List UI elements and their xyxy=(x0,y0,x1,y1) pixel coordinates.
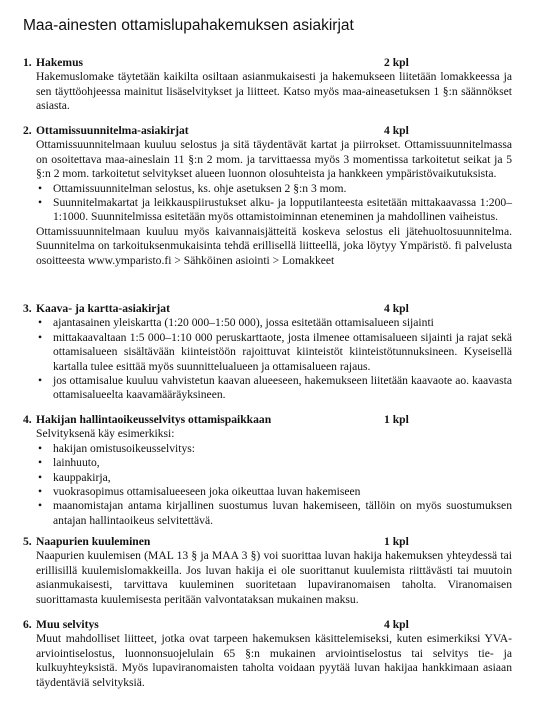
section-number: 5. xyxy=(23,535,32,548)
section-heading: Ottamissuunnitelma-asiakirjat xyxy=(36,124,189,137)
bullet-icon: • xyxy=(38,316,43,330)
section-paragraph: Selvityksenä käy esimerkiksi: xyxy=(36,427,175,441)
section-count: 1 kpl xyxy=(384,535,409,548)
bullet-icon: • xyxy=(38,181,43,195)
section-number: 3. xyxy=(23,302,32,315)
bullet-text: Suunnitelmakartat ja leikkauspiirustukset alku- ja lopputilanteesta esitetään mittakaavassa 1:200–1:1000. Suunnitelmissa esitetään myös ottamistoiminnan eteneminen ja mahdollinen vaiheistus. xyxy=(53,196,512,224)
section-5 xyxy=(23,535,523,607)
section-paragraph: Naapurien kuulemisen (MAL 13 § ja MAA 3 §) voi suorittaa luvan hakija hakemuksen yhteydessä tai erillisillä kuulemislomakkeilla. Jos luvan hakija ei ole suorittanut kuulemista riittävästi tai muutoin asianmukaisesti, tarvittava kuuleminen suoritetaan lupaviranomaisen taholta. Viranomaisen suorittamasta kuulemisesta peritään valvontataksan mukainen maksu. xyxy=(36,549,512,606)
bullet-item xyxy=(36,331,512,374)
section-2 xyxy=(23,124,523,268)
bullet-text: hakijan omistusoikeusselvitys: xyxy=(53,441,196,455)
section-count: 1 kpl xyxy=(384,413,409,426)
section-paragraph: Ottamissuunnitelmaan kuuluu selostus ja sitä täydentävät kartat ja piirrokset. Ottamissuunnitelmassa on osoitettava maa-aineslain 11 §:n 2 mom. ja tarvittaessa myös 3 momentissa tarkoitetut seikat ja 5 §:n 2 mom. tarkoitetut selvitykset alueen luonnon olosuhteista ja hankkeen ympäristövaikutuksista. xyxy=(36,138,512,181)
section-6 xyxy=(23,618,523,690)
section-heading: Kaava- ja kartta-asiakirjat xyxy=(36,302,170,315)
section-count: 4 kpl xyxy=(384,302,409,315)
section-body xyxy=(23,316,512,402)
bullet-icon: • xyxy=(38,499,43,513)
section-heading-row xyxy=(23,618,523,632)
bullet-text: jos ottamisalue kuuluu vahvistetun kaavan alueeseen, hakemukseen liitetään kaavaote ao. kaavasta ottamisalueelta kaavamääräyksineen. xyxy=(53,374,512,402)
section-heading-row xyxy=(23,56,523,70)
section-number: 6. xyxy=(23,618,32,631)
bullet-text: kauppakirja, xyxy=(53,470,111,484)
bullet-item xyxy=(36,374,512,403)
bullet-icon: • xyxy=(38,374,43,388)
section-body xyxy=(23,549,512,607)
bullet-item xyxy=(36,471,512,485)
section-count: 4 kpl xyxy=(384,124,409,137)
bullet-item xyxy=(36,456,512,470)
bullet-text: Ottamissuunnitelman selostus, ks. ohje asetuksen 2 §:n 3 mom. xyxy=(53,181,347,195)
section-paragraph-after: Ottamissuunnitelmaan kuuluu myös kaivannaisjätteitä koskeva selostus eli jätehuoltosuunnitelma. Suunnitelma on tarkoituksenmukaisinta tehdä erillisellä liitteellä, joka löytyy Ympäristö. fi palvelusta osoitteesta www.ymparisto.fi > Sähköinen asiointi > Lomakkeet xyxy=(36,224,512,267)
page-title: Maa-ainesten ottamislupahakemuksen asiakirjat xyxy=(23,17,354,34)
section-heading-row xyxy=(23,302,523,316)
section-paragraph: Muut mahdolliset liitteet, jotka ovat tarpeen hakemuksen käsittelemiseksi, kuten esimerkiksi YVA-arviointiselostus, luonnonsuojelulain 65 §:n mukainen arviointiselostus tai selvitys tie- ja kulkuyhteyksistä. Myös lupaviranomaisten taholta voidaan pyytää luvan hakijaa hankkimaan asiaan täydentäviä selvityksiä. xyxy=(36,632,512,689)
section-number: 2. xyxy=(23,124,32,137)
bullet-item xyxy=(36,196,512,225)
section-4 xyxy=(23,413,523,528)
section-heading-row xyxy=(23,535,523,549)
section-paragraph: Hakemuslomake täytetään kaikilta osiltaan asianmukaisesti ja hakemukseen liitetään lomakkeessa ja sen täyttöohjeessa mainitut lisäselvitykset ja liitteet. Katso myös maa-aineasetuksen 1 §:n säännökset asiasta. xyxy=(36,70,512,113)
bullet-text: vuokrasopimus ottamisalueeseen joka oikeuttaa luvan hakemiseen xyxy=(53,485,361,499)
bullet-item xyxy=(36,182,512,196)
bullet-item xyxy=(36,442,512,456)
bullet-item xyxy=(36,499,512,528)
section-number: 1. xyxy=(23,56,32,69)
section-heading-row xyxy=(23,124,523,138)
bullet-item xyxy=(36,485,512,499)
bullet-icon: • xyxy=(38,485,43,499)
section-count: 4 kpl xyxy=(384,618,409,631)
bullet-icon: • xyxy=(38,470,43,484)
section-heading: Hakijan hallintaoikeusselvitys ottamispaikkaan xyxy=(36,413,272,426)
section-heading: Naapurien kuuleminen xyxy=(36,535,151,548)
section-body xyxy=(23,70,512,113)
bullet-icon: • xyxy=(38,330,43,344)
bullet-item xyxy=(36,316,512,330)
bullet-text: lainhuuto, xyxy=(53,456,100,470)
section-heading: Muu selvitys xyxy=(36,618,99,631)
section-heading: Hakemus xyxy=(36,56,84,69)
bullet-list xyxy=(36,442,512,528)
section-heading-row xyxy=(23,413,523,427)
section-body xyxy=(23,427,512,528)
section-body xyxy=(23,138,512,268)
section-number: 4. xyxy=(23,413,32,426)
bullet-icon: • xyxy=(38,441,43,455)
bullet-list xyxy=(36,182,512,225)
bullet-text: ajantasainen yleiskartta (1:20 000–1:50 000), jossa esitetään ottamisalueen sijainti xyxy=(53,316,434,330)
bullet-icon: • xyxy=(38,456,43,470)
bullet-text: maanomistajan antama kirjallinen suostumus luvan hakemiseen, tällöin on myös suostumuksen antajan hallintaoikeus selvitettävä. xyxy=(53,499,512,527)
section-count: 2 kpl xyxy=(384,56,409,69)
bullet-icon: • xyxy=(38,196,43,210)
bullet-list xyxy=(36,316,512,402)
section-body xyxy=(23,632,512,690)
section-1 xyxy=(23,56,523,114)
section-3 xyxy=(23,302,523,403)
bullet-text: mittakaavaltaan 1:5 000–1:10 000 peruskarttaote, josta ilmenee ottamisalueen sijainti ja rajat sekä ottamisalueen sisältävään kiinteistöön rajoittuvat kiinteistöt kiinteistötunnuksineen. Kyseisellä kartalla tulee esittää myös suunnittelualueen ja ottamisalueen rajaus. xyxy=(53,330,512,373)
